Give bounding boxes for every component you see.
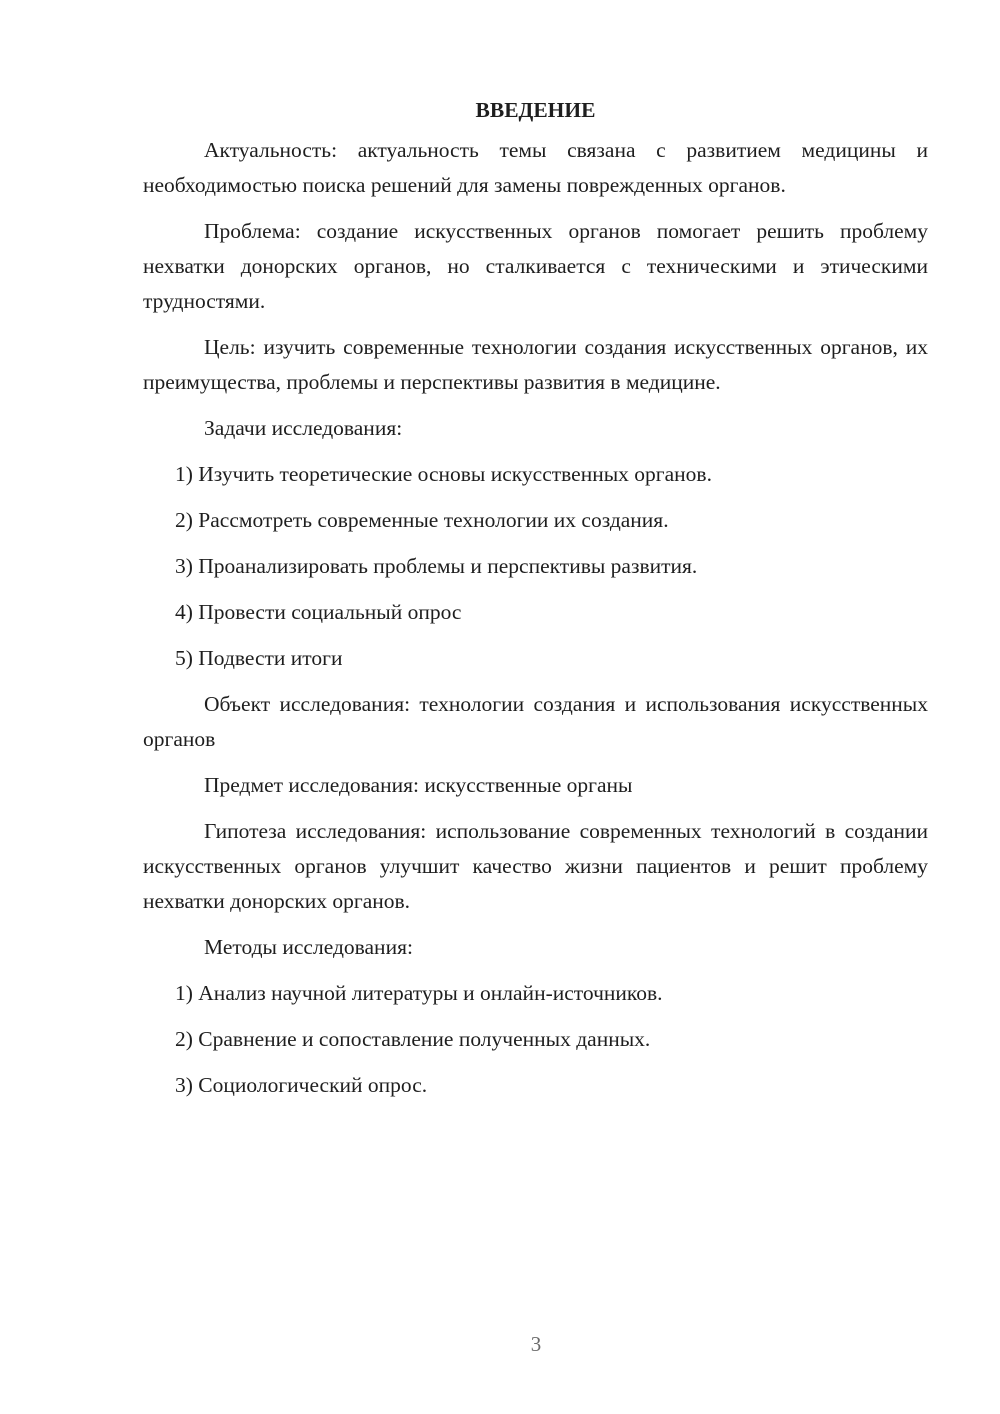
problem-paragraph: Проблема: создание искусственных органов помогает решить проблему нехватки донорских органов, но сталкивается с техническими и этическими трудностями. bbox=[143, 219, 928, 313]
task-item-1: 1) Изучить теоретические основы искусственных органов. bbox=[175, 462, 712, 486]
page-title: ВВЕДЕНИЕ bbox=[475, 98, 596, 122]
task-item-5: 5) Подвести итоги bbox=[175, 646, 343, 670]
document-page bbox=[143, 93, 928, 1114]
task-item-3: 3) Проанализировать проблемы и перспективы развития. bbox=[175, 554, 698, 578]
tasks-heading: Задачи исследования: bbox=[204, 416, 403, 440]
method-item-3: 3) Социологический опрос. bbox=[175, 1073, 428, 1097]
page-number: 3 bbox=[530, 1332, 542, 1356]
hypothesis-paragraph: Гипотеза исследования: использование современных технологий в создании искусственных органов улучшит качество жизни пациентов и решит проблему нехватки донорских органов. bbox=[143, 819, 928, 913]
method-item-1: 1) Анализ научной литературы и онлайн-источников. bbox=[175, 981, 663, 1005]
relevance-paragraph: Актуальность: актуальность темы связана с развитием медицины и необходимостью поиска решений для замены поврежденных органов. bbox=[143, 138, 928, 197]
task-item-2: 2) Рассмотреть современные технологии их создания. bbox=[175, 508, 669, 532]
goal-paragraph: Цель: изучить современные технологии создания искусственных органов, их преимущества, проблемы и перспективы развития в медицине. bbox=[143, 335, 928, 394]
task-item-4: 4) Провести социальный опрос bbox=[175, 600, 462, 624]
methods-heading: Методы исследования: bbox=[204, 935, 413, 959]
subject-paragraph: Предмет исследования: искусственные органы bbox=[204, 773, 633, 797]
method-item-2: 2) Сравнение и сопоставление полученных данных. bbox=[175, 1027, 651, 1051]
object-paragraph: Объект исследования: технологии создания и использования искусственных органов bbox=[143, 692, 928, 751]
